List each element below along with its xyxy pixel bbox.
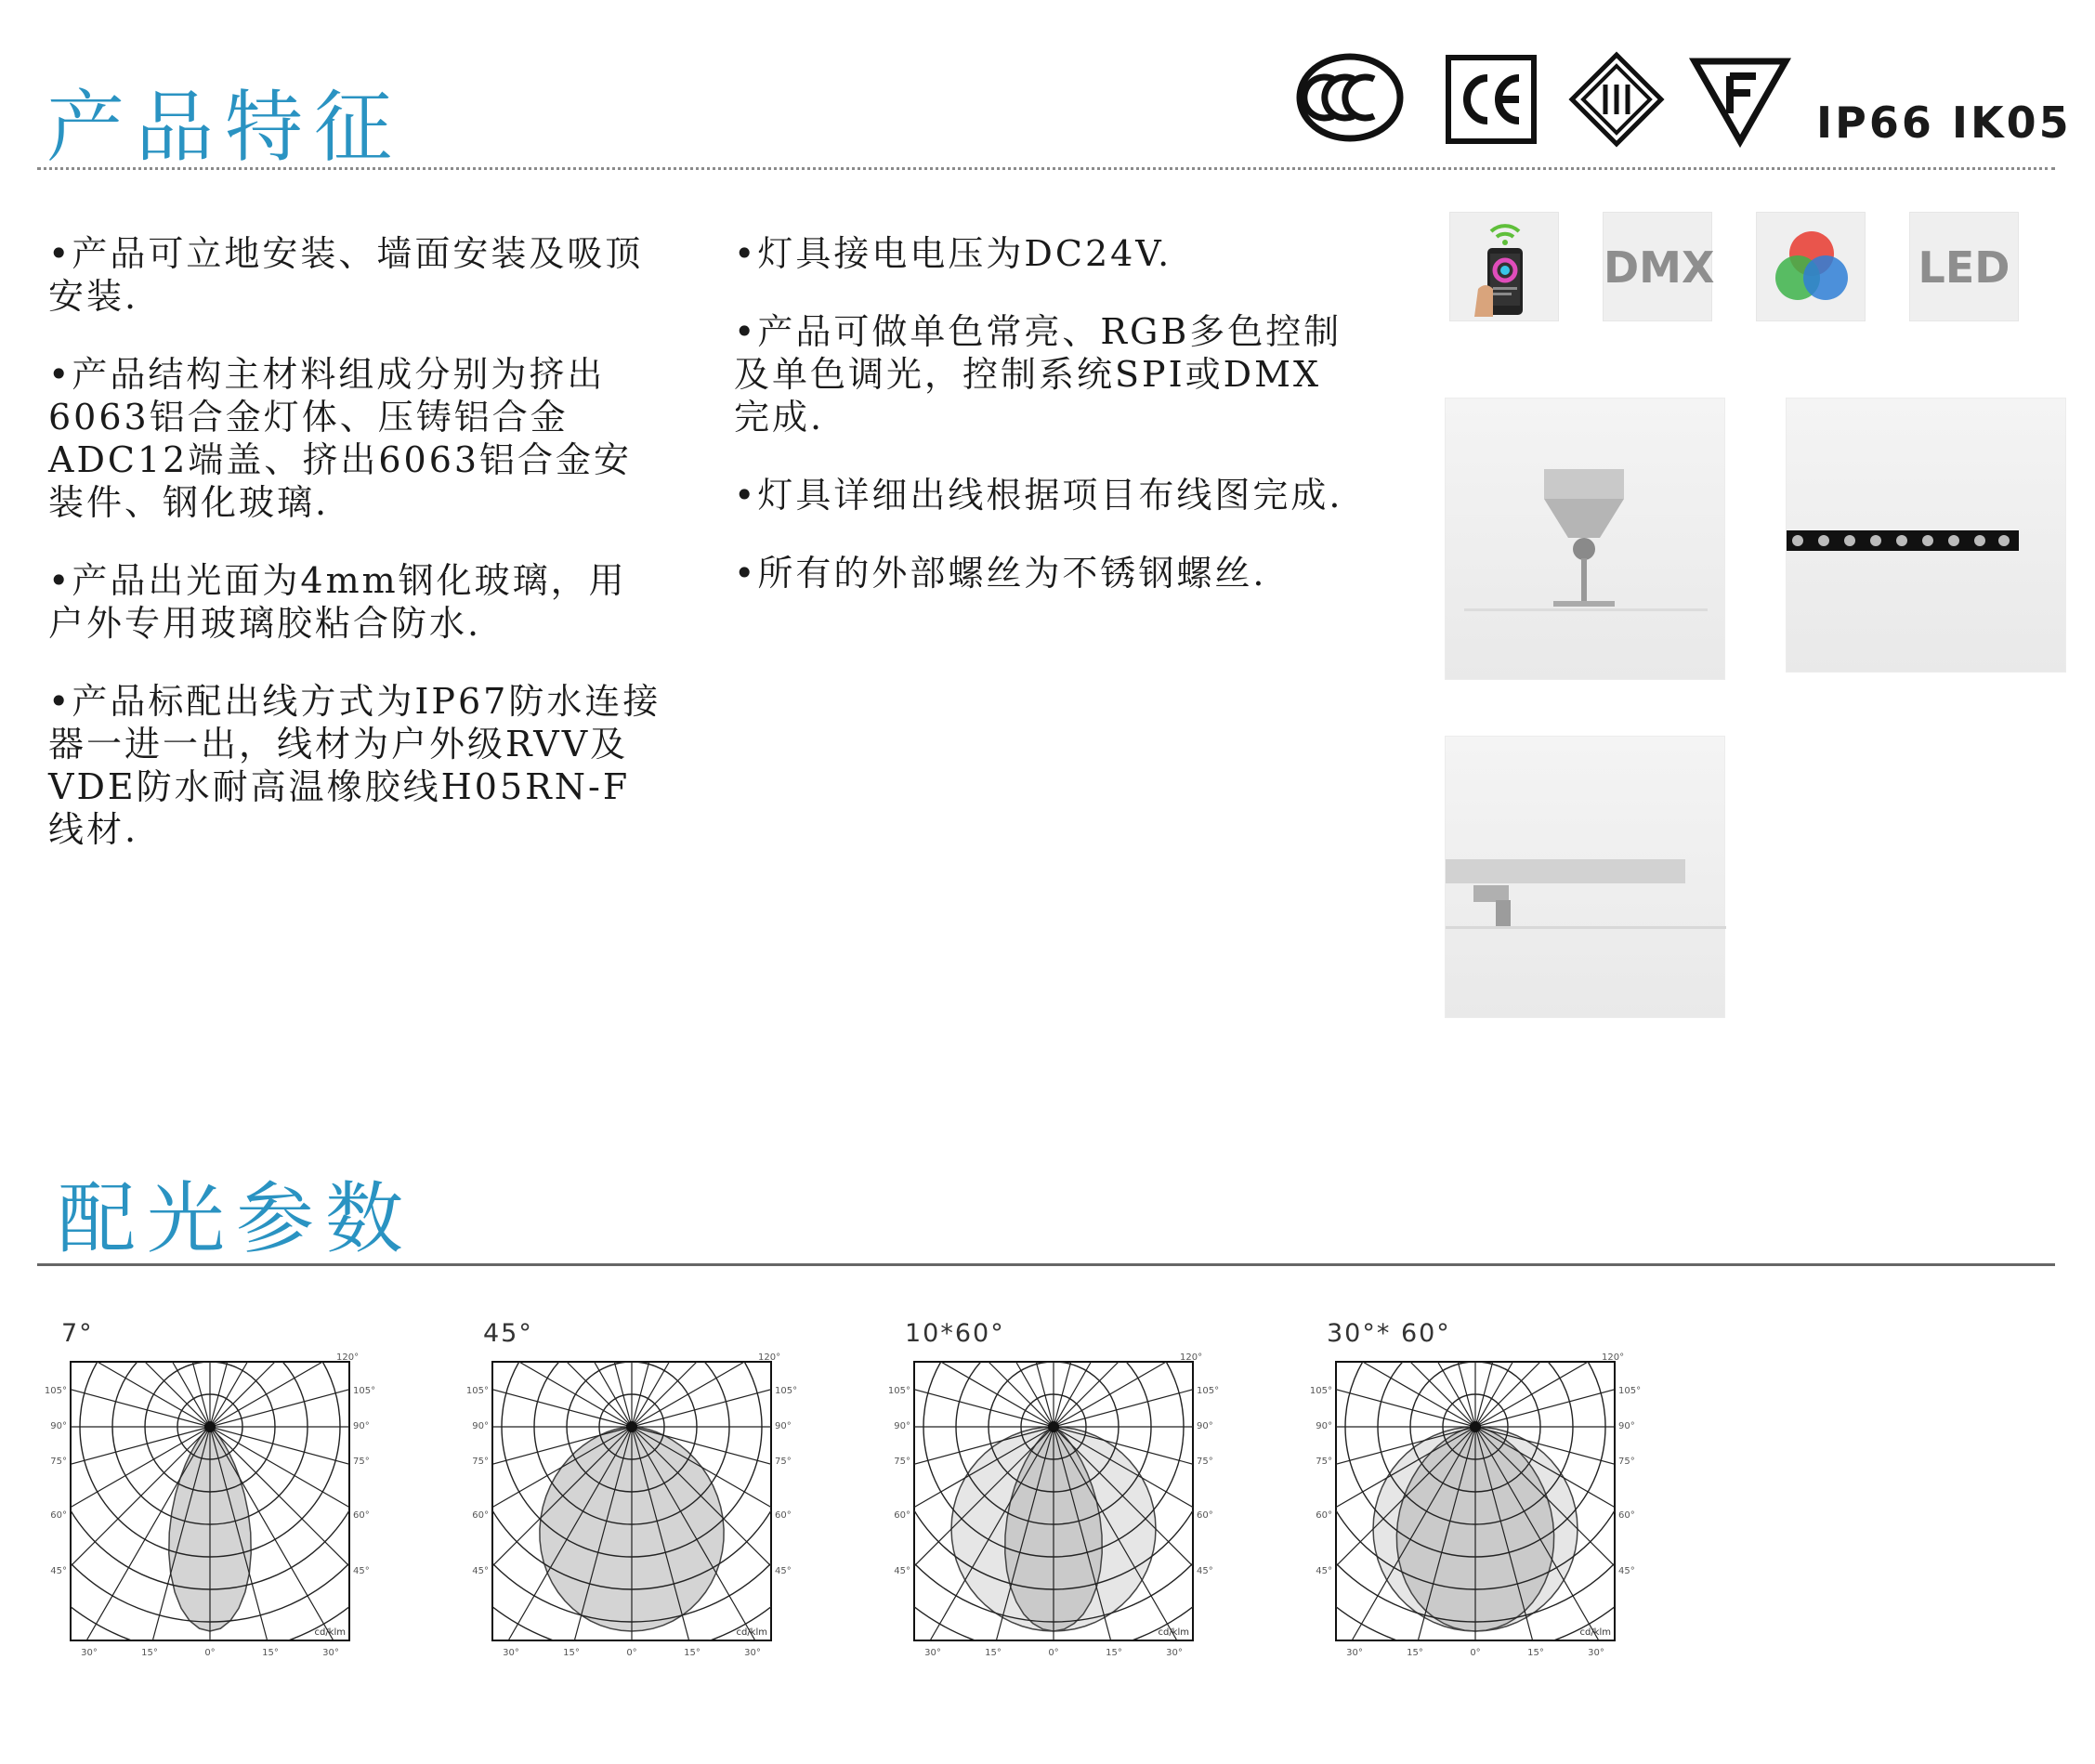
svg-text:60°: 60° <box>50 1510 67 1521</box>
feature-item: •产品结构主材料组成分别为挤出6063铝合金灯体、压铸铝合金ADC12端盖、挤出6063铝合金安装件、钢化玻璃. <box>48 354 633 523</box>
polar-chart <box>1309 1351 1672 1658</box>
feature-item: •产品可立地安装、墙面安装及吸顶安装. <box>48 233 644 317</box>
svg-text:cd/klm: cd/klm <box>1158 1627 1189 1638</box>
svg-text:45°: 45° <box>894 1566 910 1576</box>
svg-text:105°: 105° <box>353 1386 376 1396</box>
feature-item: •灯具详细出线根据项目布线图完成. <box>734 475 1343 516</box>
feature-item: •产品可做单色常亮、RGB多色控制及单色调光，控制系统SPI或DMX完成. <box>734 311 1342 438</box>
polar-diagram-label: 30°* 60° <box>1327 1319 1451 1348</box>
svg-text:90°: 90° <box>1316 1421 1332 1431</box>
rgb-icon <box>1756 212 1866 321</box>
svg-text:90°: 90° <box>775 1421 792 1431</box>
features-left-column <box>48 232 661 886</box>
svg-text:120°: 120° <box>1180 1352 1203 1363</box>
svg-text:15°: 15° <box>1106 1648 1122 1658</box>
product-photo-profile <box>1445 736 1725 1018</box>
ce-mark-icon <box>1445 54 1538 145</box>
svg-text:90°: 90° <box>894 1421 910 1431</box>
feature-item: •产品标配出线方式为IP67防水连接器一进一出，线材为户外级RVV及VDE防水耐高温橡胶线H05RN-F线材. <box>48 681 661 850</box>
svg-text:60°: 60° <box>1197 1510 1213 1521</box>
polar-diagram-label: 10*60° <box>905 1319 1005 1348</box>
svg-text:60°: 60° <box>353 1510 370 1521</box>
svg-text:75°: 75° <box>50 1457 67 1467</box>
svg-text:45°: 45° <box>472 1566 489 1576</box>
polar-diagram-10x60deg <box>887 1319 1250 1658</box>
svg-text:60°: 60° <box>894 1510 910 1521</box>
product-photo-side <box>1786 398 2066 673</box>
features-middle-column <box>734 232 1347 630</box>
svg-text:75°: 75° <box>1197 1457 1213 1467</box>
svg-text:30°: 30° <box>503 1648 519 1658</box>
svg-text:15°: 15° <box>1407 1648 1423 1658</box>
svg-text:75°: 75° <box>1618 1457 1635 1467</box>
svg-text:15°: 15° <box>1527 1648 1544 1658</box>
section-divider <box>37 1263 2055 1266</box>
svg-text:60°: 60° <box>1618 1510 1635 1521</box>
svg-text:15°: 15° <box>262 1648 279 1658</box>
svg-text:15°: 15° <box>684 1648 701 1658</box>
svg-text:45°: 45° <box>353 1566 370 1576</box>
svg-text:90°: 90° <box>1618 1421 1635 1431</box>
svg-text:30°: 30° <box>1588 1648 1604 1658</box>
f-mark-icon <box>1689 56 1791 145</box>
polar-chart <box>44 1351 407 1658</box>
phone-control-icon <box>1449 212 1559 321</box>
svg-text:60°: 60° <box>775 1510 792 1521</box>
dmx-label: DMX <box>1604 242 1715 293</box>
svg-text:75°: 75° <box>472 1457 489 1467</box>
svg-text:45°: 45° <box>1316 1566 1332 1576</box>
feature-item: •灯具接电电压为DC24V. <box>734 233 1172 274</box>
svg-text:105°: 105° <box>1618 1386 1642 1396</box>
svg-text:105°: 105° <box>465 1386 489 1396</box>
svg-text:90°: 90° <box>1197 1421 1213 1431</box>
svg-text:45°: 45° <box>775 1566 792 1576</box>
svg-text:90°: 90° <box>472 1421 489 1431</box>
section-divider <box>37 167 2055 170</box>
ip-rating: IP66 IK05 <box>1816 98 2072 148</box>
svg-text:0°: 0° <box>1048 1648 1059 1658</box>
svg-text:30°: 30° <box>81 1648 98 1658</box>
svg-text:120°: 120° <box>336 1352 360 1363</box>
polar-diagram-label: 45° <box>483 1319 533 1348</box>
svg-text:45°: 45° <box>1618 1566 1635 1576</box>
class-iii-icon <box>1568 51 1665 148</box>
section-title-light-distribution: 配光参数 <box>58 1173 415 1264</box>
svg-text:45°: 45° <box>1197 1566 1213 1576</box>
svg-text:75°: 75° <box>894 1457 910 1467</box>
section-title-features: 产品特征 <box>46 82 404 173</box>
svg-text:30°: 30° <box>322 1648 339 1658</box>
svg-text:60°: 60° <box>472 1510 489 1521</box>
svg-text:15°: 15° <box>985 1648 1002 1658</box>
svg-text:105°: 105° <box>44 1386 67 1396</box>
polar-diagram-30x60deg <box>1309 1319 1672 1658</box>
polar-diagram-7deg <box>44 1319 407 1658</box>
svg-text:60°: 60° <box>1316 1510 1332 1521</box>
svg-text:75°: 75° <box>353 1457 370 1467</box>
svg-text:105°: 105° <box>1197 1386 1220 1396</box>
svg-text:0°: 0° <box>1470 1648 1481 1658</box>
svg-text:30°: 30° <box>1166 1648 1183 1658</box>
polar-diagram-45deg <box>465 1319 829 1658</box>
svg-text:cd/klm: cd/klm <box>1579 1627 1611 1638</box>
svg-text:90°: 90° <box>353 1421 370 1431</box>
svg-text:75°: 75° <box>1316 1457 1332 1467</box>
polar-chart <box>465 1351 829 1658</box>
svg-text:75°: 75° <box>775 1457 792 1467</box>
polar-chart <box>887 1351 1250 1658</box>
svg-text:105°: 105° <box>775 1386 798 1396</box>
svg-text:0°: 0° <box>204 1648 216 1658</box>
svg-text:120°: 120° <box>1602 1352 1625 1363</box>
dmx-icon <box>1603 212 1715 321</box>
product-photo-front <box>1445 398 1725 680</box>
svg-text:cd/klm: cd/klm <box>314 1627 346 1638</box>
svg-text:0°: 0° <box>626 1648 637 1658</box>
polar-diagram-label: 7° <box>61 1319 94 1348</box>
led-label: LED <box>1918 242 2010 293</box>
svg-text:45°: 45° <box>50 1566 67 1576</box>
svg-text:90°: 90° <box>50 1421 67 1431</box>
svg-text:30°: 30° <box>924 1648 941 1658</box>
svg-text:105°: 105° <box>1309 1386 1332 1396</box>
svg-text:15°: 15° <box>563 1648 580 1658</box>
feature-item: •所有的外部螺丝为不锈钢螺丝. <box>734 553 1267 594</box>
svg-text:cd/klm: cd/klm <box>736 1627 767 1638</box>
svg-text:120°: 120° <box>758 1352 781 1363</box>
feature-item: •产品出光面为4mm钢化玻璃，用户外专用玻璃胶粘合防水. <box>48 560 627 644</box>
led-icon <box>1909 212 2019 321</box>
svg-text:15°: 15° <box>141 1648 158 1658</box>
svg-text:30°: 30° <box>744 1648 761 1658</box>
ccc-mark-icon <box>1296 51 1408 144</box>
svg-text:105°: 105° <box>887 1386 910 1396</box>
svg-text:30°: 30° <box>1346 1648 1363 1658</box>
